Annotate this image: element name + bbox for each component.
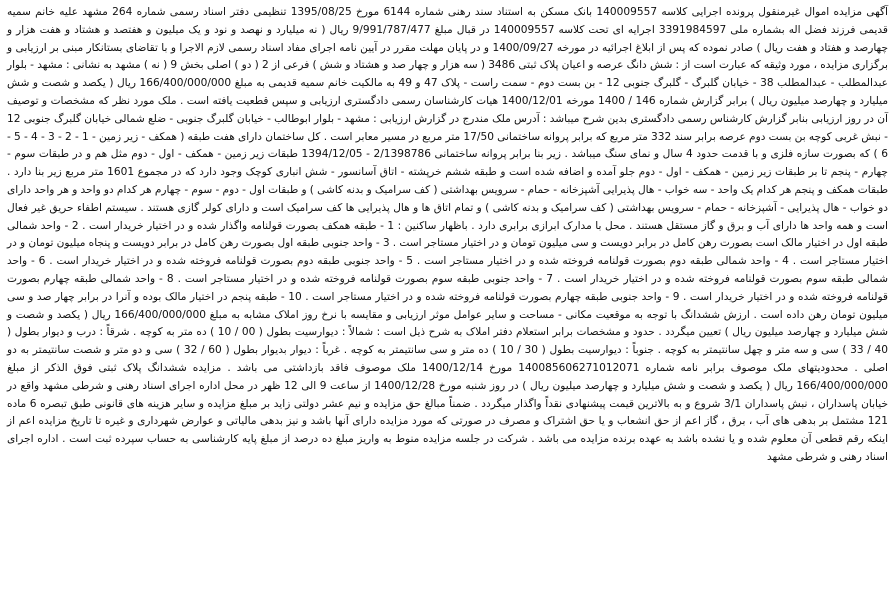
notice-body: آگهی مزایده اموال غیرمنقول پرونده اجرایی کلاسه 140009557 بانک مسکن به استناد سند رهنی شماره 6144 مورخ 1395/08/25 تنظیمی دفتر اسناد رسمی شماره 264 مشهد علیه خانم سمیه قدیمی فرزند فضل اله بشماره ملی 3391984597 اجرایه ای تحت کلاسه 140009557 در قبال مبلغ 9/991/787/477 ریال ( نه میلیارد و نهصد و نود و یک میلیون و هفتصد و هشتاد و هفت هزار و چهارصد و هفتاد و هفت ریال ) صادر نموده که پس از ابلاغ اجرائیه در مورخه 1400/09/27 و در پایان مهلت مقرر در آیین نامه اجرای مفاد اسناد رسمی لازم الاجرا و با تقاضای بستانکار مبنی بر ارزیابی و برگزاری مزایده ، مورد وثیقه که عبارت است از : شش دانگ عرصه و اعیان پلاک ثبتی 3486 ( سه هزار و چهار صد و هشتاد و شش ) فرعی از 2 ( دو ) اصلی بخش 9 ( نه ) مشهد به نشانی : مشهد - بلوار عبدالمطلب - عبدالمطلب 38 - خیابان گلبرگ - گلبرگ جنوبی 12 - بن بست دوم - سمت راست - پلاک 47 و 49 به مالکیت خانم سمیه قدیمی به مبلغ 166/400/000/000 ریال ( یکصد و شصت و شش میلیارد و چهارصد میلیون ریال ) برابر گزارش شماره 146 / 1400 مورخه 1400/12/01 هیات کارشناسان رسمی دادگستری ارزیابی و سپس قطعیت یافته است . ملک مورد نظر که مشخصات و توصیف آن در روز ارزیابی بنابر گزارش کارشناس رسمی دادگستری بدین شرح میباشد : آدرس ملک مندرج در گزارش ارزیابی : مشهد - بلوار ابوطالب - خیابان گلبرگ جنوبی - ضلع شمالی خیابان گلبرگ جنوبی 12 - نبش غربی کوچه بن بست دوم عرصه برابر سند 332 متر مربع که برابر پروانه ساختمانی 17/50 متر مربع در مسیر معابر است . کل ساختمان دارای هفت طبقه ( همکف - زیر زمین - 1 - 2 - 3 - 4 - 5 - 6 ) که بصورت سازه فلزی و با قدمت حدود 4 سال و نمای سنگ میباشد . زیر بنا برابر پروانه ساختمانی 2/1398786 - 1394/12/05 طبقات زیر زمین - همکف - اول - دوم مثل هم و در طبقات سوم - چهارم - پنجم تا بر طبقات زیر زمین - همکف - اول - دوم جلو آمده و اضافه شده است و طبقه ششم خرپشته - اتاق آسانسور - شش انباری کوچک وجود دارد که در مجموع 1601 متر مربع زیر بنا دارد . طبقات همکف و پنجم هر کدام یک واحد - سه خواب - هال پذیرایی آشپزخانه - حمام - سرویس بهداشتی ( کف سرامیک و بدنه کاشی ) و طبقات اول - دوم - سوم - چهارم هر کدام دو واحد و هر واحد دارای دو خواب - هال پذیرایی - آشپزخانه - حمام - سرویس بهداشتی ( کف سرامیک و بدنه کاشی ) و تمام اتاق ها و هال پذیرایی ها کف سرامیک است و دارای کولر گازی هستند . سیستم اطفاء حریق غیر فعال است و همه واحد ها دارای آب و برق و گاز مستقل هستند . محل با مدارک ابرازی برابری دارد . باظهار ساکنین : 1 - طبقه همکف بصورت قولنامه واگذار شده و در اختیار خریدار است . 2 - واحد شمالی طبقه اول در اختیار مالک است بصورت رهن کامل در برابر دویست و سی میلیون تومان و در اختیار مستاجر است . 3 - واحد جنوبی طبقه اول بصورت رهن کامل در برابر دویست و پنجاه میلیون تومان و در اختیار مستاجر است . 4 - واحد شمالی طبقه دوم بصورت قولنامه فروخته شده و در اختیار مستاجر است . 5 - واحد جنوبی طبقه دوم بصورت قولنامه فروخته شده و در اختیار خریدار است . 6 - واحد شمالی طبقه سوم بصورت قولنامه فروخته شده و در اختیار خریدار است . 7 - واحد جنوبی طبقه سوم بصورت قولنامه فروخته شده و در اختیار مستاجر است . 8 - واحد شمالی طبقه چهارم بصورت قولنامه فروخته شده و در اختیار خریدار است . 9 - واحد جنوبی طبقه چهارم بصورت قولنامه فروخته شده و در اختیار مستاجر است . 10 - طبقه پنجم در اختیار مالک بوده و آنرا در برابر چهار صد و سی میلیون تومان رهن داده است . ارزش ششدانگ با توجه به موقعیت مکانی - مساحت و سایر عوامل موثر ارزیابی و مقایسه با نرخ روز املاک مشابه به مبلغ 166/400/000/000 ریال ( یکصد و شصت و شش میلیارد و چهارصد میلیون ریال ) تعیین میگردد . حدود و مشخصات برابر استعلام دفتر املاک به شرح ذیل است : شمالاً : دیوارسیت بطول ( 00 / 10 ) ده متر به کوچه . شرقاً : درب و دیوار بطول ( 40 / 33 ) سی و سه متر و چهل سانتیمتر به کوچه . جنوباً : دیوارسیت بطول ( 30 / 10 ) ده متر و سی سانتیمتر به کوچه . غرباً : دیوار بدیوار بطول ( 60 / 32 ) سی و دو متر و شصت سانتیمتر به دو اصلی . محدودیتهای ملک موصوف برابر نامه شماره 140085606271012071 مورخ 1400/12/14 ملک موصوف فاقد بازداشتی می باشد . مزایده ششدانگ پلاک ثبتی فوق الذکر از مبلغ 166/400/000/000 ریال ( یکصد و شصت و شش میلیارد و چهارصد میلیون ریال ) در روز شنبه مورخ 1400/12/28 از ساعت 9 الی 12 ظهر در محل اداره اجرای اسناد رهنی و شرطی مشهد واقع در خیابان پاسداران ، نبش پاسداران 3/1 شروع و به بالاترین قیمت پیشنهادی نقداً واگذار میگردد . ضمناً مبالغ حق مزایده و نیم عشر دولتی زاید بر مبلغ مزایده و سایر هزینه های قانونی طبق تبصره 6 ماده 121 مشتمل بر بدهی های آب ، برق ، گاز اعم از حق انشعاب و یا حق اشتراک و مصرف در صورتی که مورد مزایده دارای آنها باشد و نیز بدهی مالیاتی و عوارض شهرداری و غیره تا تاریخ مزایده اعم از اینکه رقم قطعی آن معلوم شده و یا نشده باشد به عهده برنده مزایده می باشد . شرکت در جلسه مزایده منوط به واریز مبلغ ده درصد از مبلغ پایه کارشناسی به حساب سپرده ثبت است . [7,6,889,446]
auction-notice-text [7,4,888,467]
issuing-office: اداره اجرای اسناد رهنی و شرطی مشهد [7,433,888,463]
